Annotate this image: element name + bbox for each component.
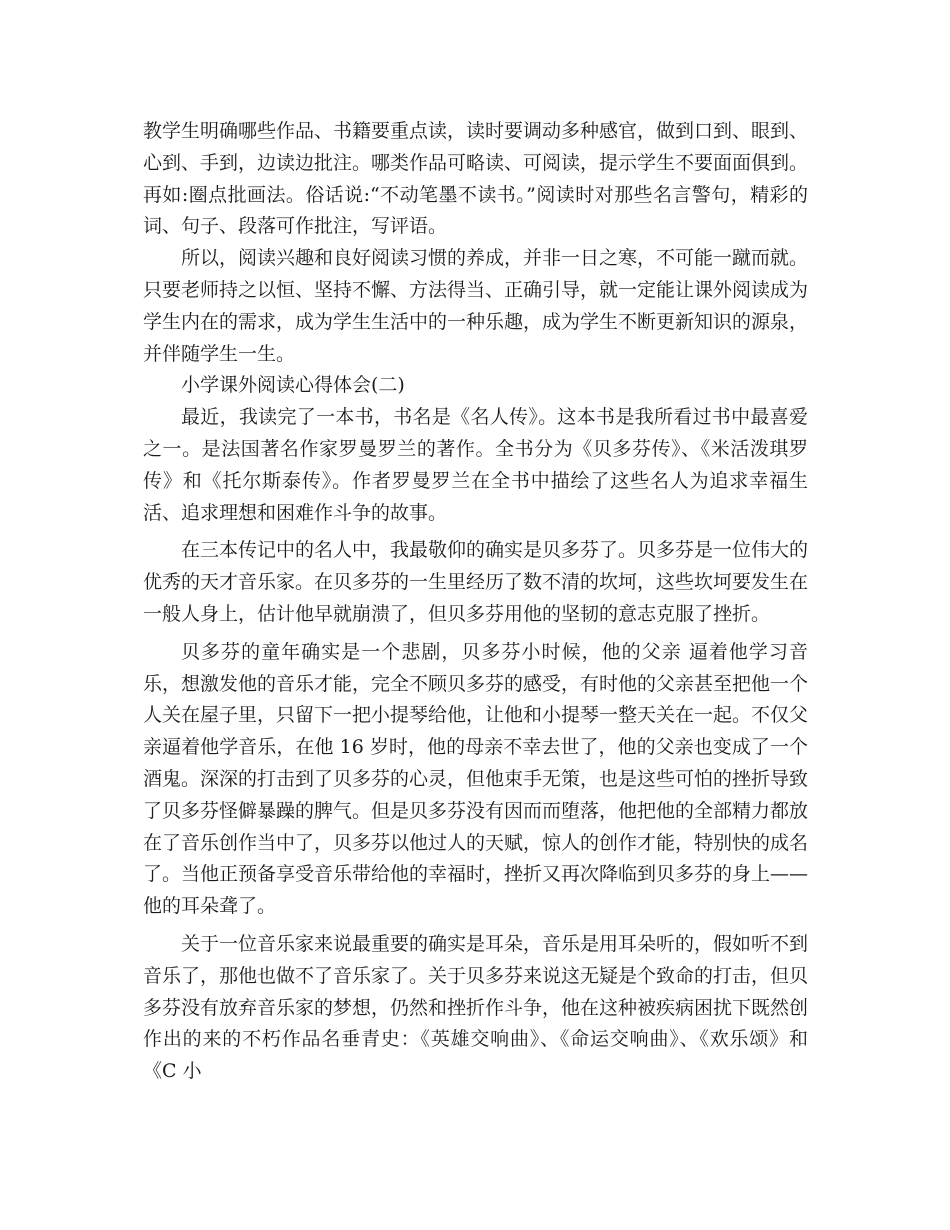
- paragraph-book-intro: 最近，我读完了一本书，书名是《名人传》。这本书是我所看过书中最喜爱之一。是法国著名作家罗曼罗兰的著作。全书分为《贝多芬传》、《米活泼琪罗传》和《托尔斯泰传》。作者罗曼罗兰在全书中描绘了这些名人为追求幸福生活、追求理想和困难作斗争的故事。: [143, 406, 808, 524]
- document-body: [143, 116, 808, 1088]
- paragraph-reading-habits-conclusion: 所以，阅读兴趣和良好阅读习惯的养成，并非一日之寒，不可能一蹴而就。只要老师持之以恒、坚持不懈、方法得当、正确引导，就一定能让课外阅读成为学生内在的需求，成为学生生活中的一种乐趣，成为学生不断更新知识的源泉，并伴随学生一生。: [143, 247, 809, 365]
- paragraph-beethoven-admiration: 在三本传记中的名人中，我最敬仰的确实是贝多芬了。贝多芬是一位伟大的优秀的天才音乐家。在贝多芬的一生里经历了数不清的坎坷，这些坎坷要发生在一般人身上，估计他早就崩溃了，但贝多芬用他的坚韧的意志克服了挫折。: [143, 539, 809, 625]
- paragraph-reading-methods: 教学生明确哪些作品、书籍要重点读，读时要调动多种感官，做到口到、眼到、心到、手到，边读边批注。哪类作品可略读、可阅读，提示学生不要面面俱到。再如:圈点批画法。俗话说:“不动笔墨不读书。”阅读时对那些名言警句，精彩的词、句子、段落可作批注，写评语。: [143, 120, 809, 238]
- section-heading: 小学课外阅读心得体会(二): [181, 374, 405, 397]
- paragraph-beethoven-deafness: 关于一位音乐家来说最重要的确实是耳朵，音乐是用耳朵听的，假如听不到音乐了，那他也做不了音乐家了。关于贝多芬来说这无疑是个致命的打击，但贝多芬没有放弃音乐家的梦想，仍然和挫折作斗争，他在这种被疾病困扰下既然创作出的来的不朽作品名垂青史：《英雄交响曲》、《命运交响曲》、《欢乐颂》和《C 小: [143, 932, 809, 1083]
- paragraph-beethoven-childhood: 贝多芬的童年确实是一个悲剧，贝多芬小时候，他的父亲 逼着他学习音乐，想激发他的音乐才能，完全不顾贝多芬的感受，有时他的父亲甚至把他一个人关在屋子里，只留下一把小提琴给他，让他和小提琴一整天关在一起。不仅父亲逼着他学音乐，在他 16 岁时，他的母亲不幸去世了，他的父亲也变成了一个酒鬼。深深的打击到了贝多芬的心灵，但他束手无策，也是这些可怕的挫折导致了贝多芬怪僻暴躁的脾气。但是贝多芬没有因而而堕落，他把他的全部精力都放在了音乐创作当中了，贝多芬以他过人的天赋，惊人的创作才能，特别快的成名了。当他正预备享受音乐带给他的幸福时，挫折又再次降临到贝多芬的身上——他的耳朵聋了。: [143, 640, 809, 918]
